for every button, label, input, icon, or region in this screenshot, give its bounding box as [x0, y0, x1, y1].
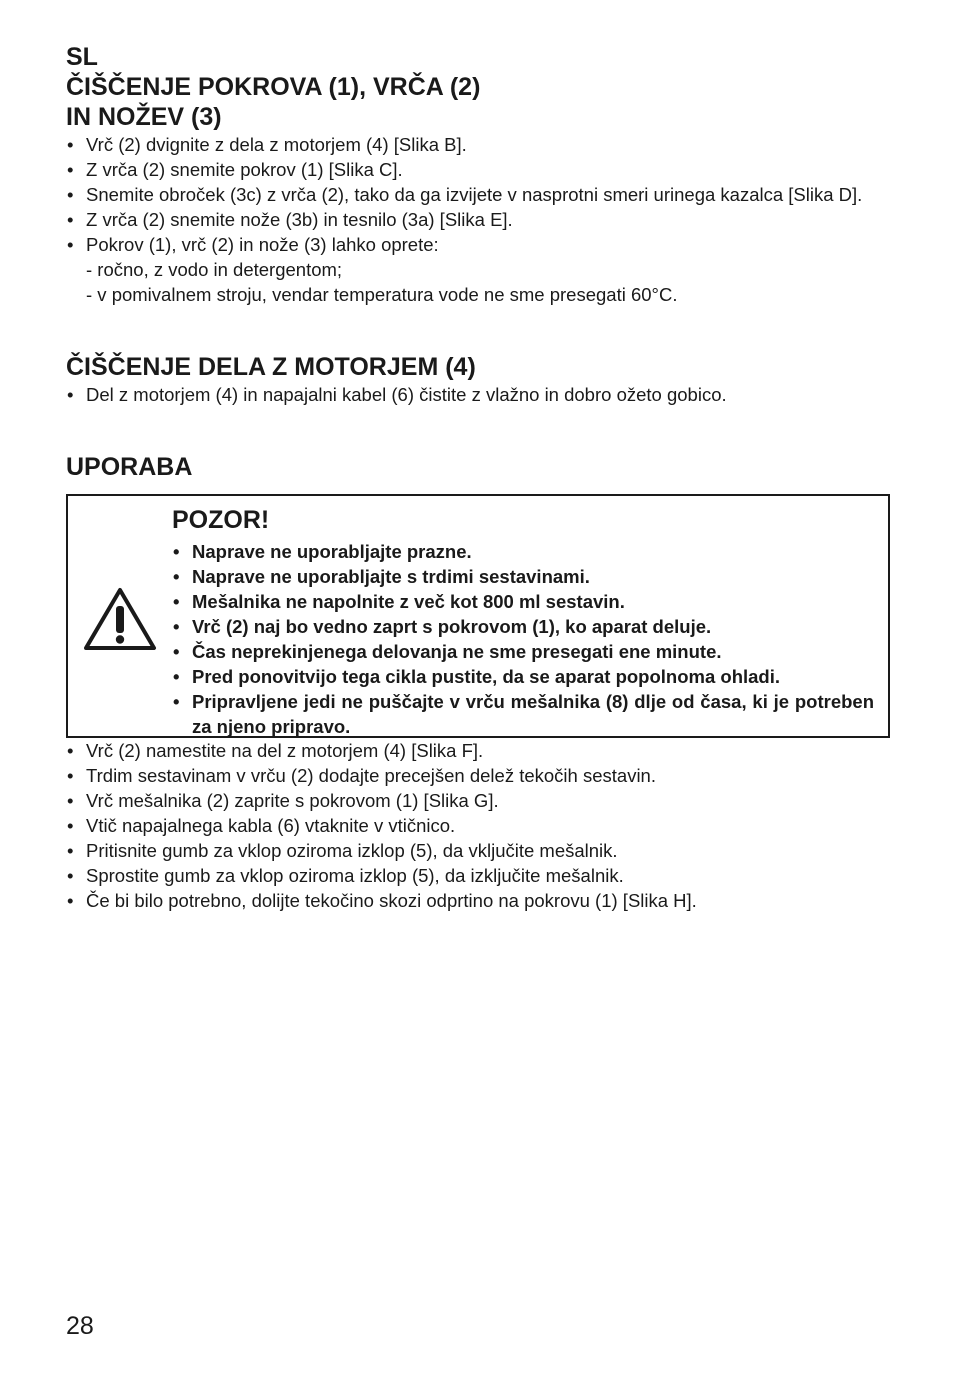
- section-usage: [66, 452, 890, 913]
- warning-item: • Naprave ne uporabljajte s trdimi sestavinami.: [172, 564, 874, 589]
- language-code: SL: [66, 43, 98, 71]
- sub-item: - v pomivalnem stroju, vendar temperatura vode ne sme presegati 60°C.: [86, 284, 678, 305]
- list-item: • Z vrča (2) snemite nože (3b) in tesnilo (3a) [Slika E].: [66, 207, 890, 232]
- list-item: [66, 232, 890, 307]
- list-item: • Snemite obroček (3c) z vrča (2), tako da ga izvijete v nasprotni smeri urinega kazalca [Slika D].: [66, 182, 890, 207]
- cleaning-jug-list: [66, 132, 890, 307]
- warning-content: [172, 505, 874, 739]
- cleaning-motor-list: [66, 382, 890, 407]
- warning-item: • Pred ponovitvijo tega cikla pustite, da se aparat popolnoma ohladi.: [172, 664, 874, 689]
- list-item: • Če bi bilo potrebno, dolijte tekočino skozi odprtino na pokrovu (1) [Slika H].: [66, 888, 890, 913]
- section-title-cleaning-motor: ČIŠČENJE DELA Z MOTORJEM (4): [66, 353, 476, 381]
- list-item: • Z vrča (2) snemite pokrov (1) [Slika C].: [66, 157, 890, 182]
- page-number: 28: [66, 1312, 94, 1340]
- section-title-cleaning-jug: [66, 72, 890, 132]
- list-item: • Vtič napajalnega kabla (6) vtaknite v vtičnico.: [66, 813, 890, 838]
- warning-list: [172, 539, 874, 739]
- warning-item: • Naprave ne uporabljajte prazne.: [172, 539, 874, 564]
- list-item: • Vrč (2) namestite na del z motorjem (4) [Slika F].: [66, 738, 890, 763]
- warning-item: • Čas neprekinjenega delovanja ne sme presegati ene minute.: [172, 639, 874, 664]
- section-title-line-1: ČIŠČENJE POKROVA (1), VRČA (2): [66, 73, 481, 101]
- list-item: • Trdim sestavinam v vrču (2) dodajte precejšen delež tekočih sestavin.: [66, 763, 890, 788]
- list-item: • Del z motorjem (4) in napajalni kabel (6) čistite z vlažno in dobro ožeto gobico.: [66, 382, 890, 407]
- warning-item: • Vrč (2) naj bo vedno zaprt s pokrovom (1), ko aparat deluje.: [172, 614, 874, 639]
- warning-item: • Mešalnika ne napolnite z več kot 800 ml sestavin.: [172, 589, 874, 614]
- list-item: • Sprostite gumb za vklop oziroma izklop (5), da izključite mešalnik.: [66, 863, 890, 888]
- section-title-line-2: IN NOŽEV (3): [66, 103, 222, 131]
- document-page: [66, 42, 890, 913]
- list-item: • Pritisnite gumb za vklop oziroma izklop (5), da vključite mešalnik.: [66, 838, 890, 863]
- warning-triangle-icon: [83, 586, 157, 652]
- usage-list: [66, 738, 890, 913]
- section-title-usage: UPORABA: [66, 453, 193, 481]
- section-cleaning-motor: [66, 352, 890, 407]
- list-item: • Vrč (2) dvignite z dela z motorjem (4) [Slika B].: [66, 132, 890, 157]
- sub-item: - ročno, z vodo in detergentom;: [86, 259, 343, 280]
- warning-title: POZOR!: [172, 506, 270, 534]
- list-item: • Vrč mešalnika (2) zaprite s pokrovom (1) [Slika G].: [66, 788, 890, 813]
- warning-box: [66, 494, 890, 738]
- warning-item: • Pripravljene jedi ne puščajte v vrču mešalnika (8) dlje od časa, ki je potreben za njeno pripravo.: [172, 689, 874, 739]
- list-item-text: Pokrov (1), vrč (2) in nože (3) lahko oprete:: [86, 234, 439, 255]
